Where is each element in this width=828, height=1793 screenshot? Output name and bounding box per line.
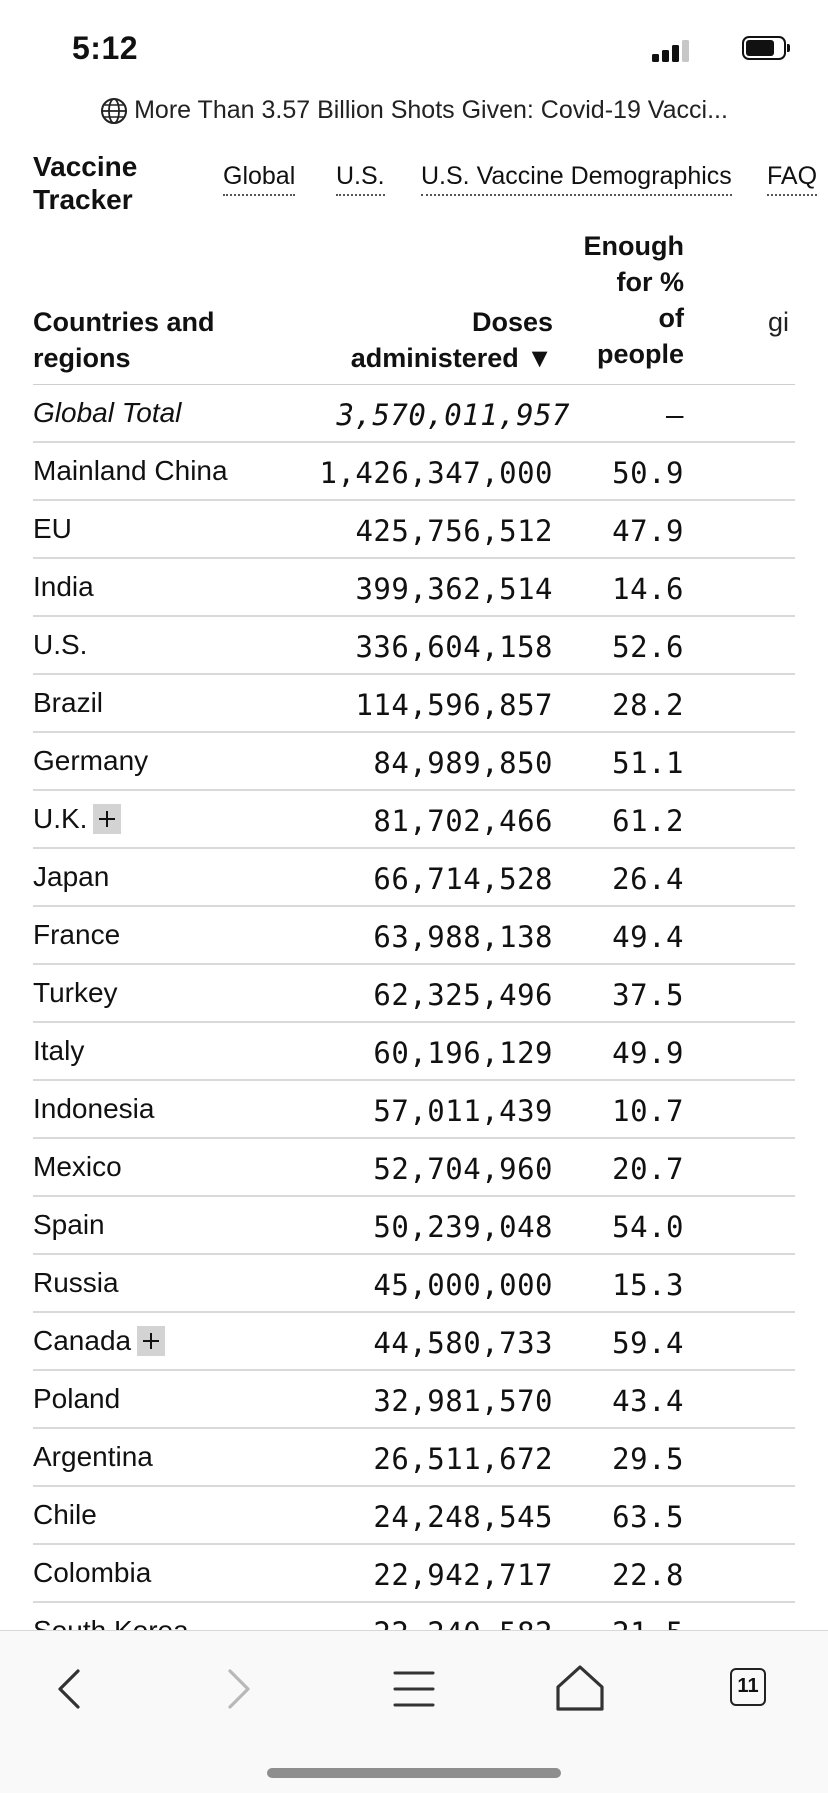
- header-percent-people[interactable]: [584, 228, 684, 372]
- country-label: Global Total: [33, 397, 182, 428]
- row-country-name: [33, 1035, 84, 1067]
- table-row: [0, 559, 828, 617]
- row-percent-value: 49.4: [612, 920, 684, 954]
- row-doses-value: 26,511,672: [373, 1442, 553, 1476]
- row-country-name: [33, 1267, 119, 1299]
- row-doses-value: 114,596,857: [355, 688, 553, 722]
- row-percent-value: 63.5: [612, 1500, 684, 1534]
- home-indicator: [267, 1768, 561, 1778]
- country-label: Argentina: [33, 1441, 153, 1472]
- row-percent-value: 26.4: [612, 862, 684, 896]
- country-label: India: [33, 571, 94, 602]
- header-countries[interactable]: [33, 304, 215, 376]
- country-label: Spain: [33, 1209, 105, 1240]
- row-doses-value: 84,989,850: [373, 746, 553, 780]
- country-label: U.S.: [33, 629, 88, 660]
- country-label: Canada: [33, 1325, 132, 1356]
- row-country-name: [33, 397, 181, 429]
- country-label: France: [33, 919, 121, 950]
- header-given-clipped: gi: [768, 307, 790, 337]
- row-country-name: [33, 745, 148, 777]
- row-percent-value: 29.5: [612, 1442, 684, 1476]
- header-doses[interactable]: [351, 304, 553, 376]
- row-doses-value: 399,362,514: [355, 572, 553, 606]
- row-country-name: [33, 1499, 97, 1531]
- tabs-button[interactable]: 11: [730, 1668, 766, 1706]
- country-label: Mexico: [33, 1151, 122, 1182]
- row-percent-value: 59.4: [612, 1326, 684, 1360]
- country-label: Chile: [33, 1499, 97, 1530]
- table-row: [0, 1139, 828, 1197]
- table-row: [0, 1197, 828, 1255]
- table-row: [0, 1545, 828, 1603]
- row-doses-value: 336,604,158: [355, 630, 553, 664]
- table-row: [0, 1023, 828, 1081]
- nav-link-us[interactable]: U.S.: [336, 162, 385, 196]
- table-row: [0, 907, 828, 965]
- table-row: [0, 965, 828, 1023]
- status-time: 5:12: [72, 30, 139, 66]
- row-country-name: [33, 629, 87, 661]
- country-label: Russia: [33, 1267, 119, 1298]
- battery-icon: [742, 36, 790, 62]
- country-label: EU: [33, 513, 72, 544]
- vaccine-table: [0, 224, 828, 1629]
- row-percent-value: 15.3: [612, 1268, 684, 1302]
- country-label: Mainland China: [33, 455, 228, 486]
- header-countries-line-1: Countries and: [33, 307, 215, 337]
- row-country-name: [33, 687, 103, 719]
- row-country-name: [33, 1557, 151, 1589]
- row-country-name: [33, 513, 72, 545]
- country-label: Germany: [33, 745, 149, 776]
- table-row: [0, 791, 828, 849]
- row-percent-value: 10.7: [612, 1094, 684, 1128]
- row-percent-value: 14.6: [612, 572, 684, 606]
- row-percent-value: 20.7: [612, 1152, 684, 1186]
- row-percent-value: 54.0: [612, 1210, 684, 1244]
- table-row: [0, 1487, 828, 1545]
- home-icon[interactable]: [548, 1657, 612, 1721]
- forward-icon[interactable]: [208, 1657, 272, 1721]
- row-doses-value: 425,756,512: [355, 514, 553, 548]
- table-row: [0, 1081, 828, 1139]
- row-doses-value: 66,714,528: [373, 862, 553, 896]
- globe-icon: [100, 97, 128, 125]
- row-doses-value: 3,570,011,957: [336, 398, 570, 432]
- expand-plus-icon[interactable]: [137, 1326, 165, 1356]
- nav-link-us-vaccine-demographics[interactable]: U.S. Vaccine Demographics: [421, 162, 732, 196]
- row-doses-value: 22,942,717: [373, 1558, 553, 1592]
- table-row-total: [0, 385, 828, 443]
- country-label: Turkey: [33, 977, 118, 1008]
- row-doses-value: 62,325,496: [373, 978, 553, 1012]
- row-country-name: [33, 455, 228, 487]
- header-doses-line-1: Doses: [471, 307, 553, 337]
- row-percent-value: 61.2: [612, 804, 684, 838]
- row-percent-value: 51.1: [612, 746, 684, 780]
- table-row: [0, 617, 828, 675]
- country-label: Indonesia: [33, 1093, 155, 1124]
- page-title: More Than 3.57 Billion Shots Given: Covid-19 Vacci...: [134, 96, 728, 124]
- row-doses-value: 52,704,960: [373, 1152, 553, 1186]
- header-pct-line-1: Enough: [583, 231, 684, 261]
- row-country-name: [33, 571, 94, 603]
- menu-icon[interactable]: [382, 1657, 446, 1721]
- country-label: Poland: [33, 1383, 121, 1414]
- country-label: U.K.: [33, 803, 88, 834]
- nav-link-global[interactable]: Global: [223, 162, 295, 196]
- brand-line-1: Vaccine: [33, 151, 138, 182]
- row-country-name: [33, 861, 109, 893]
- row-country-name: [33, 1151, 122, 1183]
- header-pct-line-2: for %: [616, 267, 684, 297]
- country-label: Japan: [33, 861, 110, 892]
- table-row: [0, 501, 828, 559]
- table-row: [0, 1255, 828, 1313]
- header-pct-line-3: of: [658, 303, 684, 333]
- row-country-name: [33, 1441, 153, 1473]
- row-doses-value: 50,239,048: [373, 1210, 553, 1244]
- country-label: Italy: [33, 1035, 85, 1066]
- header-countries-line-2: regions: [33, 343, 131, 373]
- row-percent-value: 49.9: [612, 1036, 684, 1070]
- table-row: [0, 1429, 828, 1487]
- country-label: Brazil: [33, 687, 104, 718]
- row-doses-value: 81,702,466: [373, 804, 553, 838]
- back-icon[interactable]: [36, 1657, 100, 1721]
- row-doses-value: 44,580,733: [373, 1326, 553, 1360]
- status-bar: [0, 0, 828, 96]
- expand-plus-icon[interactable]: [93, 804, 121, 834]
- cellular-signal-icon: [652, 38, 692, 62]
- row-country-name: [33, 1325, 165, 1358]
- header-doses-line-2: administered ▼: [350, 343, 553, 373]
- table-row: [0, 849, 828, 907]
- row-percent-value: 43.4: [612, 1384, 684, 1418]
- row-doses-value: 60,196,129: [373, 1036, 553, 1070]
- row-doses-value: 57,011,439: [373, 1094, 553, 1128]
- row-doses-value: 1,426,347,000: [319, 456, 553, 490]
- table-row: [0, 675, 828, 733]
- row-percent-value: 22.8: [612, 1558, 684, 1592]
- brand-line-2: Tracker: [33, 184, 133, 215]
- country-label: Colombia: [33, 1557, 152, 1588]
- nav-link-faq[interactable]: FAQ: [767, 162, 817, 196]
- table-row: [0, 1371, 828, 1429]
- row-country-name: [33, 1209, 105, 1241]
- table-row: [0, 443, 828, 501]
- row-country-name: [33, 1093, 154, 1125]
- row-doses-value: 63,988,138: [373, 920, 553, 954]
- table-row: [0, 1313, 828, 1371]
- header-pct-line-4: people: [596, 339, 684, 369]
- table-body: [0, 385, 828, 1661]
- row-percent-value: 52.6: [612, 630, 684, 664]
- row-doses-value: 32,981,570: [373, 1384, 553, 1418]
- row-country-name: [33, 977, 118, 1009]
- row-doses-value: 24,248,545: [373, 1500, 553, 1534]
- row-percent-value: 28.2: [612, 688, 684, 722]
- site-nav: [0, 148, 828, 218]
- row-percent-value: –: [666, 398, 684, 432]
- row-percent-value: 37.5: [612, 978, 684, 1012]
- row-country-name: [33, 919, 120, 951]
- brand-title[interactable]: [33, 150, 137, 216]
- row-percent-value: 47.9: [612, 514, 684, 548]
- table-header: [0, 224, 828, 386]
- row-doses-value: 45,000,000: [373, 1268, 553, 1302]
- row-country-name: [33, 803, 121, 836]
- address-bar[interactable]: [0, 96, 828, 132]
- row-country-name: [33, 1383, 120, 1415]
- table-row: [0, 733, 828, 791]
- row-percent-value: 50.9: [612, 456, 684, 490]
